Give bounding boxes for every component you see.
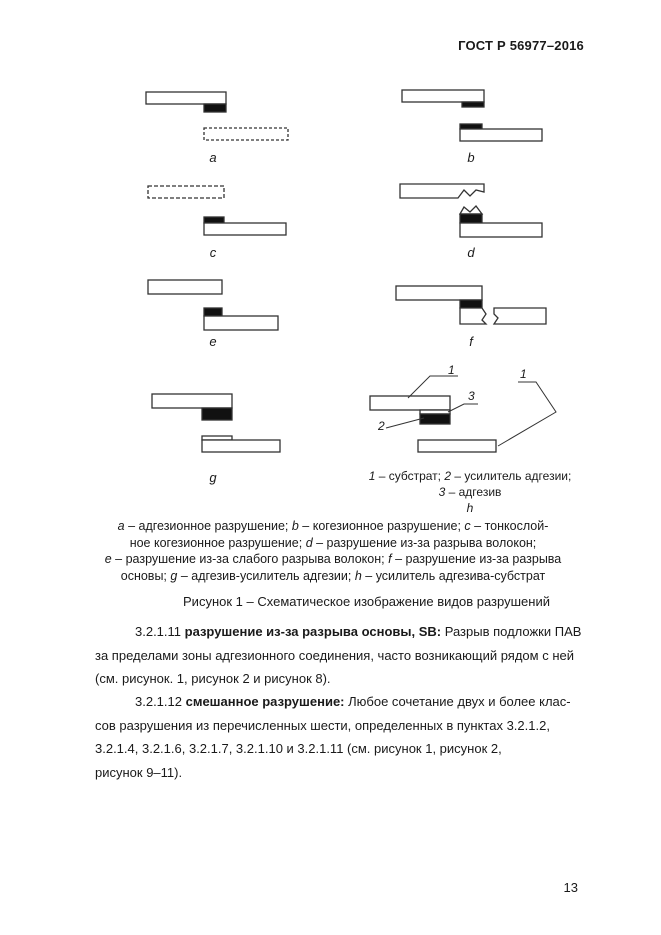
callout-3: 3 [468,389,475,403]
panel-label-a: a [209,150,217,165]
panel-b-diagram [402,90,542,141]
panel-label-d: d [467,245,475,260]
legend-n3: 3 [438,485,446,499]
legend-n1: 1 [368,469,376,483]
figure-caption: Рисунок 1 – Схематическое изображение видов разрушений [183,594,550,609]
paragraph-3-2-1-11: 3.2.1.11 разрушение из-за разрыва основы, SB: Разрыв подложки ПАВ за пределами зоны адгезионного соединения, часто возникающий рядом с ней (см. рисунок. 1, рисунок 2 и рисунок 8). [95,624,582,686]
panel-label-h: h [466,501,474,515]
callout-2: 2 [378,419,385,433]
callout-1-right: 1 [520,367,527,381]
panel-label-e: e [209,334,217,349]
panel-d-diagram [400,184,542,237]
paragraph-3-2-1-12: 3.2.1.12 смешанное разрушение: Любое сочетание двух и более клас- сов разрушения из перечисленных шести, определенных в пунктах 3.2.1.2, 3.2.1.4, 3.2.1.6, 3.2.1.7, 3.2.1.10 и 3.2.1.11 (см. рисунок 1, рисунок 2, рисунок 9–11). [95,694,571,780]
figure-key: a – адгезионное разрушение; b – когезионное разрушение; c – тонкослой- ное когезионное разрушение; d – разрушение из-за разрыва волокон; e – разрушение из-за слабого разрыва волокон; f – разрушение из-за разрыва основы; g – адгезив-усилитель адгезии; h – усилитель адгезива-субстрат [104,519,562,583]
panel-label-b: b [467,150,475,165]
panel-label-c: c [209,245,217,260]
legend-n2: 2 [444,469,452,483]
callout-1-left: 1 [448,363,455,377]
document-header: ГОСТ Р 56977–2016 [458,38,584,53]
panel-label-g: g [209,470,217,485]
legend-t1: – субстрат; [375,469,445,483]
panel-h-legend [340,468,600,516]
page-number: 13 [563,880,578,895]
panel-f-diagram [396,286,546,324]
panel-a-diagram [146,92,288,140]
legend-t2: – усилитель адгезии; [451,469,572,483]
panel-g-diagram [152,394,280,452]
panel-c-diagram [148,186,286,235]
legend-t3: – адгезив [445,485,502,499]
panel-label-f: f [469,334,473,349]
panel-e-diagram [148,280,278,330]
callout-leaders [386,376,556,446]
